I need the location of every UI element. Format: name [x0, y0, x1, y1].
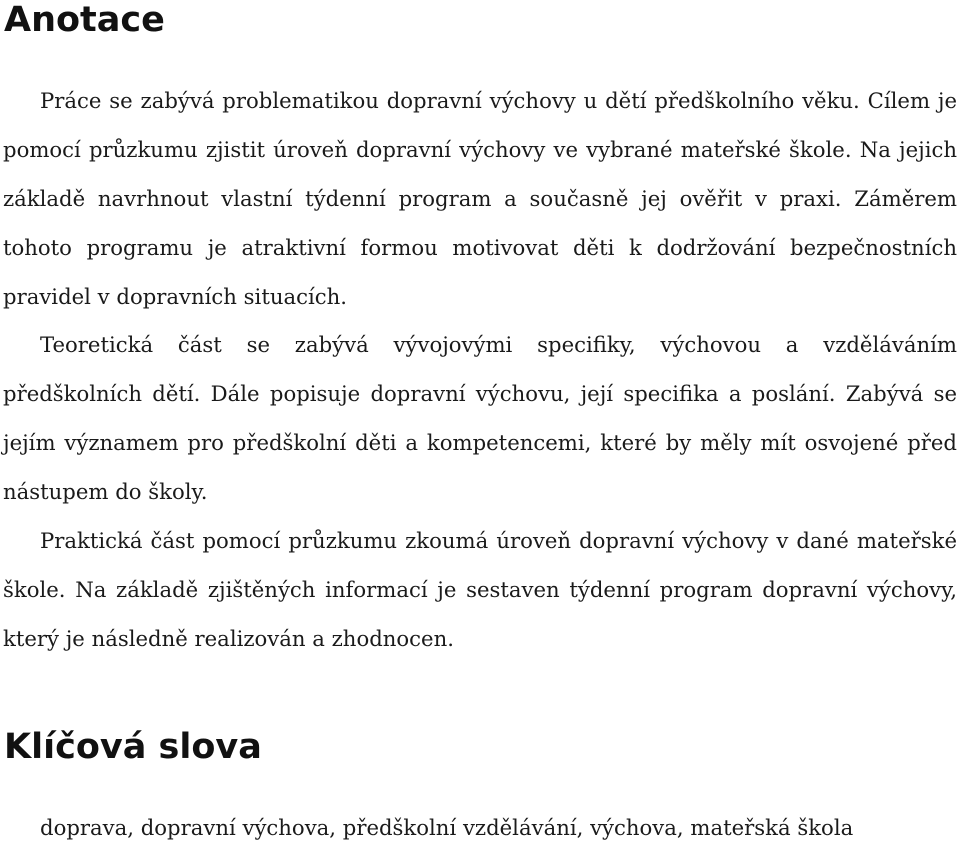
annotation-heading: Anotace [4, 0, 165, 40]
annotation-paragraph-3: Praktická část pomocí průzkumu zkoumá úroveň dopravní výchovy v dané mateřské škole. Na základě zjištěných informací je sestaven týdenní program dopravní výchovy, který je následně realizován a zhodnocen. [3, 528, 957, 651]
annotation-paragraph-1: Práce se zabývá problematikou dopravní výchovy u dětí předškolního věku. Cílem je pomocí průzkumu zjistit úroveň dopravní výchovy ve vybrané mateřské škole. Na jejich základě navrhnout vlastní týdenní program a současně jej ověřit v praxi. Záměrem tohoto programu je atraktivní formou motivovat děti k dodržování bezpečnostních pravidel v dopravních situacích. [3, 88, 957, 309]
keywords-text: doprava, dopravní výchova, předškolní vzdělávání, výchova, mateřská škola [40, 815, 854, 840]
keywords-heading: Klíčová slova [4, 727, 262, 767]
annotation-paragraph-2: Teoretická část se zabývá vývojovými specifiky, výchovou a vzděláváním předškolních dětí. Dále popisuje dopravní výchovu, její specifika a poslání. Zabývá se jejím významem pro předškolní děti a kompetencemi, které by měly mít osvojené před nástupem do školy. [3, 332, 957, 504]
